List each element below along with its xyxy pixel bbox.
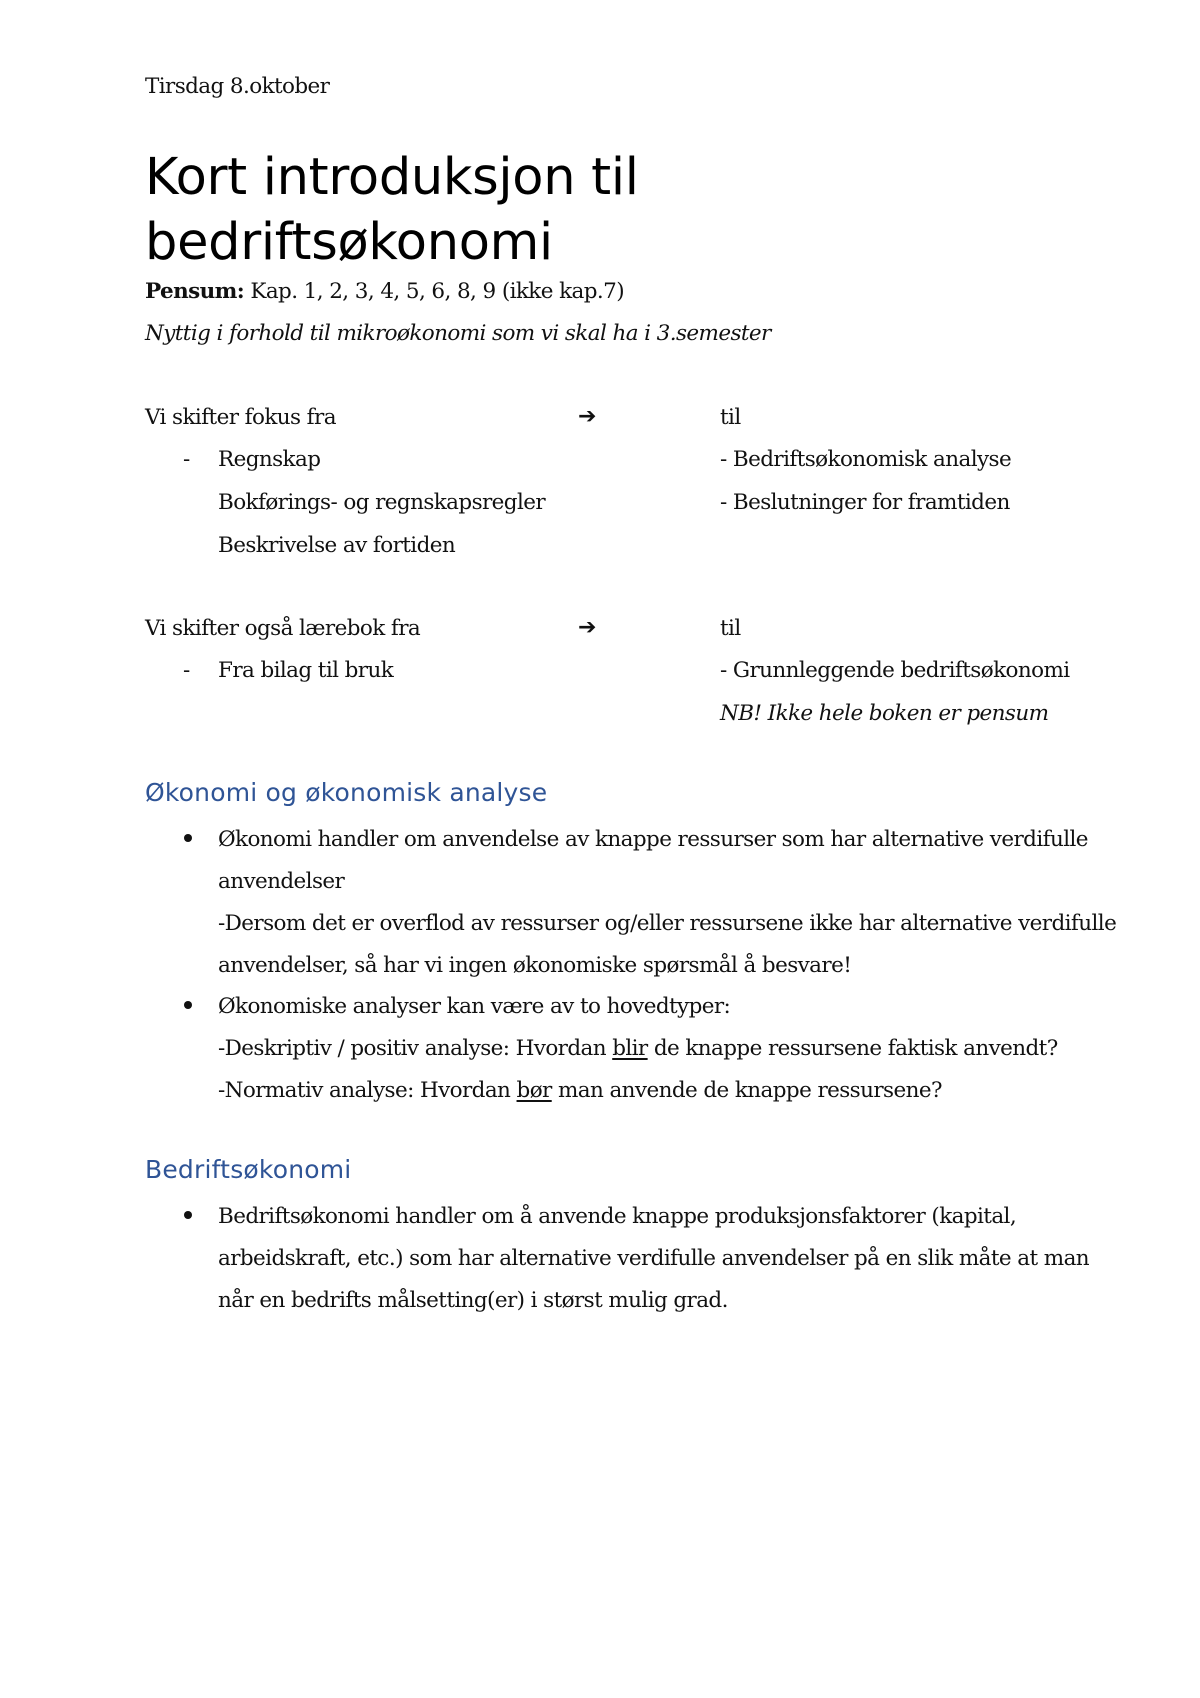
title-line-2: bedriftsøkonomi <box>145 213 553 272</box>
bullet-text: Bedriftsøkonomi handler om å anvende knappe produksjonsfaktorer (kapital, <box>218 1204 1017 1229</box>
underlined-word: bør <box>516 1078 552 1103</box>
bullet-text <box>218 1080 942 1102</box>
shift2-right-item: - Grunnleggende bedriftsøkonomi <box>720 658 1070 683</box>
shift1-left-item: Bokførings- og regnskapsregler <box>218 490 546 515</box>
date-line: Tirsdag 8.oktober <box>145 74 330 99</box>
text-span: de knappe ressursene faktisk anvendt? <box>647 1036 1058 1061</box>
underlined-word: blir <box>612 1036 648 1061</box>
section-heading: Økonomi og økonomisk analyse <box>145 778 548 807</box>
shift1-left-item: Regnskap <box>218 447 321 472</box>
bullet-text: -Dersom det er overflod av ressurser og/eller ressursene ikke har alternative verdifulle <box>218 911 1117 936</box>
bullet-text: Økonomi handler om anvendelse av knappe ressurser som har alternative verdifulle <box>218 827 1088 852</box>
section-heading: Bedriftsøkonomi <box>145 1155 352 1184</box>
bullet-icon <box>184 1211 192 1219</box>
shift2-right-note: NB! Ikke hele boken er pensum <box>720 701 1049 726</box>
bullet-text: når en bedrifts målsetting(er) i størst mulig grad. <box>218 1288 728 1313</box>
shift1-to: til <box>720 405 741 430</box>
pensum-text: Kap. 1, 2, 3, 4, 5, 6, 8, 9 (ikke kap.7) <box>250 279 625 304</box>
note-line: Nyttig i forhold til mikroøkonomi som vi skal ha i 3.semester <box>145 321 771 346</box>
shift2-to: til <box>720 616 741 641</box>
page-title <box>145 145 639 275</box>
text-span: man anvende de knappe ressursene? <box>551 1078 942 1103</box>
title-line-1: Kort introduksjon til <box>145 148 639 207</box>
dash-marker: - <box>183 447 190 472</box>
bullet-text <box>218 1038 1058 1060</box>
shift1-right-item: - Bedriftsøkonomisk analyse <box>720 447 1012 472</box>
shift2-from: Vi skifter også lærebok fra <box>145 616 421 641</box>
bullet-icon <box>184 1001 192 1009</box>
pensum-label: Pensum: <box>145 279 245 304</box>
shift1-left-item: Beskrivelse av fortiden <box>218 533 456 558</box>
bullet-icon <box>184 834 192 842</box>
shift1-from: Vi skifter fokus fra <box>145 405 336 430</box>
dash-marker: - <box>183 658 190 683</box>
bullet-text: Økonomiske analyser kan være av to hovedtyper: <box>218 994 731 1019</box>
arrow-icon: ➔ <box>578 404 597 429</box>
bullet-text: anvendelser <box>218 869 345 894</box>
bullet-text: anvendelser, så har vi ingen økonomiske spørsmål å besvare! <box>218 953 852 978</box>
text-span: -Deskriptiv / positiv analyse: Hvordan <box>218 1036 613 1061</box>
text-span: -Normativ analyse: Hvordan <box>218 1078 517 1103</box>
shift2-left-item: Fra bilag til bruk <box>218 658 394 683</box>
pensum-line <box>145 281 624 303</box>
arrow-icon: ➔ <box>578 615 597 640</box>
shift1-right-item: - Beslutninger for framtiden <box>720 490 1010 515</box>
bullet-text: arbeidskraft, etc.) som har alternative verdifulle anvendelser på en slik måte at man <box>218 1246 1090 1271</box>
